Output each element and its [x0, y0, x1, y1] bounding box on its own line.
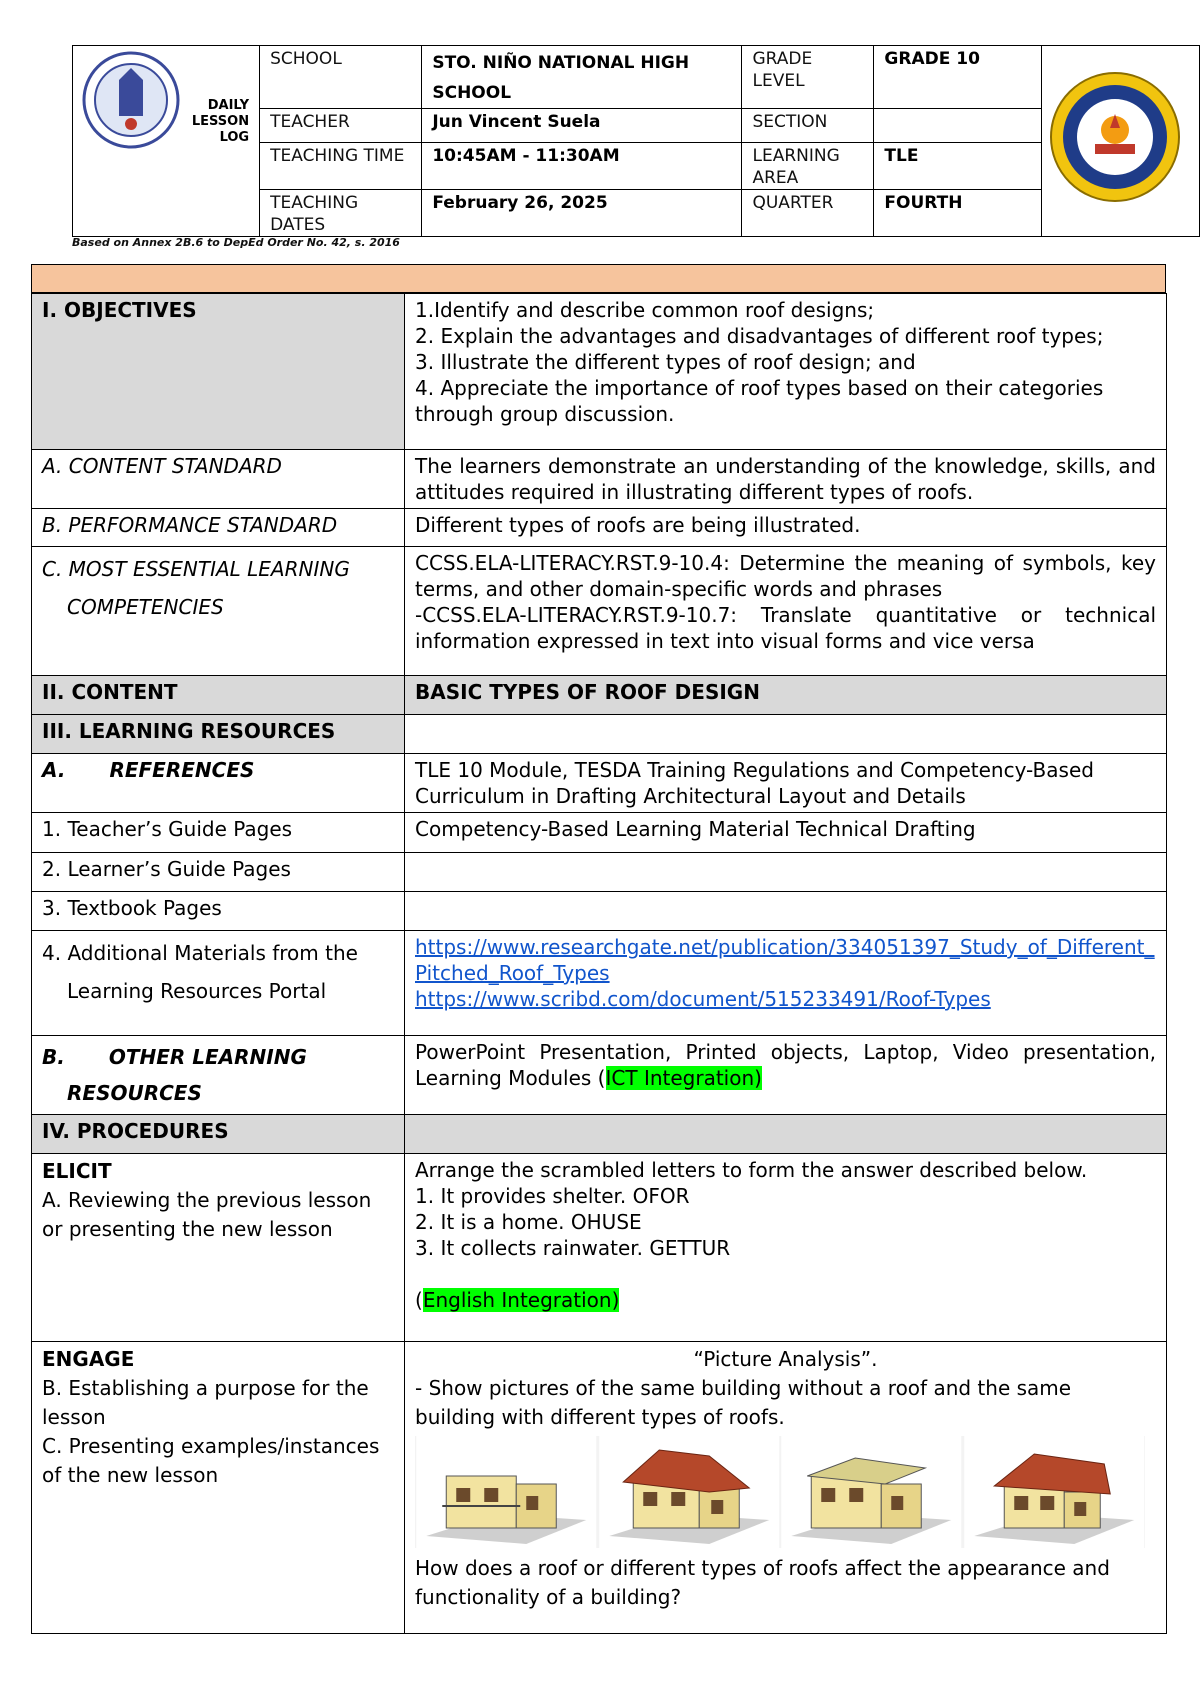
- content-standard-text: The learners demonstrate an understanding of the knowledge, skills, and attitudes required in illustrating different types of roofs.: [405, 450, 1167, 509]
- house-no-roof-image: [415, 1436, 598, 1548]
- ict-integration-highlight: ICT Integration): [605, 1066, 762, 1090]
- engage-desc-c: C. Presenting examples/instances of the new lesson: [42, 1434, 380, 1487]
- teaching-dates-value: February 26, 2025: [422, 190, 742, 237]
- melc-label-line-1: C. MOST ESSENTIAL LEARNING: [42, 557, 350, 581]
- learning-resources-row: [32, 715, 1167, 754]
- objective-item: 1.Identify and describe common roof designs;: [415, 298, 875, 322]
- elicit-item: 2. It is a home. OHUSE: [415, 1210, 642, 1234]
- teachers-guide-label: 1. Teacher’s Guide Pages: [32, 813, 405, 853]
- content-standard-label: A. CONTENT STANDARD: [32, 450, 405, 509]
- elicit-label: [32, 1154, 405, 1342]
- other-resources-row: [32, 1036, 1167, 1115]
- dll-line-1: DAILY: [207, 98, 250, 113]
- other-resources-label: [32, 1036, 405, 1115]
- engage-title: ENGAGE: [42, 1347, 135, 1371]
- english-integration-highlight: English Integration): [422, 1288, 620, 1312]
- teaching-dates-label: TEACHING DATES: [260, 190, 422, 237]
- header-table: [72, 45, 1200, 237]
- textbook-label: 3. Textbook Pages: [32, 892, 405, 931]
- elicit-desc: A. Reviewing the previous lesson or presenting the new lesson: [42, 1188, 372, 1241]
- other-resources-body: PowerPoint Presentation, Printed objects, Laptop, Video presentation, Learning Modules (: [415, 1040, 1156, 1090]
- annex-note: Based on Annex 2B.6 to DepEd Order No. 42, s. 2016: [72, 236, 400, 249]
- elicit-gap: [415, 1261, 1156, 1287]
- references-label: [32, 754, 405, 813]
- additional-materials-label: [32, 931, 405, 1036]
- deped-seal-icon: [81, 50, 181, 150]
- learning-resources-empty: [405, 715, 1167, 754]
- other-resources-title-1: OTHER LEARNING: [108, 1045, 307, 1069]
- learners-guide-row: [32, 853, 1167, 892]
- objectives-content: [405, 294, 1167, 450]
- melc-text-2: -CCSS.ELA-LITERACY.RST.9-10.7: Translate quantitative or technical information expressed in text into visual forms and vice versa: [415, 603, 1156, 653]
- additional-label-line-1: 4. Additional Materials from the: [42, 941, 358, 965]
- grade-level-label: GRADE LEVEL: [742, 46, 874, 109]
- other-resources-label-line-1: [42, 1039, 394, 1075]
- engage-row: [32, 1342, 1167, 1634]
- references-letter: A.: [42, 758, 66, 782]
- objectives-row: [32, 294, 1167, 450]
- melc-text-1: CCSS.ELA-LITERACY.RST.9-10.4: Determine the meaning of symbols, key terms, and other domain-specific words and phrases: [415, 551, 1156, 601]
- learners-guide-label: 2. Learner’s Guide Pages: [32, 853, 405, 892]
- english-paren: (: [415, 1288, 423, 1312]
- textbook-row: [32, 892, 1167, 931]
- textbook-text: [405, 892, 1167, 931]
- researchgate-link[interactable]: https://www.researchgate.net/publication/334051397_Study_of_Different_Pitched_Roof_Types: [415, 935, 1155, 985]
- performance-standard-label: B. PERFORMANCE STANDARD: [32, 509, 405, 547]
- melc-row: [32, 547, 1167, 676]
- dll-line-2: LESSON: [191, 114, 250, 129]
- learning-resources-label: III. LEARNING RESOURCES: [32, 715, 405, 754]
- content-row: [32, 676, 1167, 715]
- elicit-intro: Arrange the scrambled letters to form the answer described below.: [415, 1158, 1088, 1182]
- procedures-empty: [405, 1115, 1167, 1154]
- school-label: SCHOOL: [260, 46, 422, 109]
- teacher-label: TEACHER: [260, 109, 422, 143]
- elicit-title: ELICIT: [42, 1159, 112, 1183]
- performance-standard-text: Different types of roofs are being illustrated.: [405, 509, 1167, 547]
- melc-label: [32, 547, 405, 676]
- references-title: REFERENCES: [109, 758, 255, 782]
- learning-area-value: TLE: [874, 143, 1042, 190]
- scribd-link[interactable]: https://www.scribd.com/document/515233491/Roof-Types: [415, 987, 991, 1011]
- lesson-plan-table: [31, 293, 1167, 1634]
- dll-line-3: LOG: [219, 130, 250, 145]
- house-pictures: [415, 1436, 1145, 1548]
- picture-analysis-title: “Picture Analysis”.: [693, 1347, 878, 1371]
- references-text: TLE 10 Module, TESDA Training Regulations and Competency-Based Curriculum in Drafting Architectural Layout and Details: [405, 754, 1167, 813]
- school-logo-cell: [1042, 46, 1200, 237]
- school-seal-icon: [1048, 70, 1182, 204]
- additional-materials-row: [32, 931, 1167, 1036]
- english-integration-line: [415, 1287, 1156, 1313]
- quarter-label: QUARTER: [742, 190, 874, 237]
- grade-level-value: GRADE 10: [874, 46, 1042, 109]
- house-flat-roof-image: [780, 1436, 963, 1548]
- objective-item: 3. Illustrate the different types of roof design; and: [415, 350, 916, 374]
- elicit-row: [32, 1154, 1167, 1342]
- objectives-label: I. OBJECTIVES: [32, 294, 405, 450]
- engage-label: [32, 1342, 405, 1634]
- teaching-time-label: TEACHING TIME: [260, 143, 422, 190]
- section-label: SECTION: [742, 109, 874, 143]
- section-value: [874, 109, 1042, 143]
- melc-content: [405, 547, 1167, 676]
- additional-materials-links: [405, 931, 1167, 1036]
- house-gable-roof-image: [963, 1436, 1146, 1548]
- objective-item: 2. Explain the advantages and disadvantages of different roof types;: [415, 324, 1104, 348]
- learners-guide-text: [405, 853, 1167, 892]
- engage-question: How does a roof or different types of roofs affect the appearance and functionality of a building?: [415, 1556, 1110, 1609]
- content-standard-row: [32, 450, 1167, 509]
- daily-lesson-log-label: [192, 98, 249, 146]
- engage-desc-b: B. Establishing a purpose for the lesson: [42, 1376, 369, 1429]
- other-resources-label-line-2: RESOURCES: [67, 1081, 202, 1105]
- deped-logo-cell: [73, 46, 260, 237]
- engage-instruction: - Show pictures of the same building without a roof and the same building with different types of roofs.: [415, 1376, 1072, 1429]
- elicit-content: [405, 1154, 1167, 1342]
- content-label: II. CONTENT: [32, 676, 405, 715]
- objective-item: 4. Appreciate the importance of roof types based on their categories through group discussion.: [415, 376, 1104, 426]
- teachers-guide-text: Competency-Based Learning Material Technical Drafting: [405, 813, 1167, 853]
- elicit-item: 3. It collects rainwater. GETTUR: [415, 1236, 731, 1260]
- teaching-time-value: 10:45AM - 11:30AM: [422, 143, 742, 190]
- procedures-row: [32, 1115, 1167, 1154]
- melc-label-line-2: COMPETENCIES: [67, 595, 224, 619]
- orange-header-band: [31, 264, 1166, 293]
- house-hip-roof-image: [598, 1436, 781, 1548]
- other-resources-letter: B.: [42, 1045, 65, 1069]
- teacher-value: Jun Vincent Suela: [422, 109, 742, 143]
- additional-label-line-2: Learning Resources Portal: [67, 979, 327, 1003]
- references-row: [32, 754, 1167, 813]
- engage-content: [405, 1342, 1167, 1634]
- quarter-value: FOURTH: [874, 190, 1042, 237]
- other-resources-text: [405, 1036, 1167, 1115]
- performance-standard-row: [32, 509, 1167, 547]
- teachers-guide-row: [32, 813, 1167, 853]
- procedures-label: IV. PROCEDURES: [32, 1115, 405, 1154]
- school-value: STO. NIÑO NATIONAL HIGH SCHOOL: [422, 46, 742, 109]
- learning-area-label: LEARNING AREA: [742, 143, 874, 190]
- elicit-item: 1. It provides shelter. OFOR: [415, 1184, 690, 1208]
- content-text: BASIC TYPES OF ROOF DESIGN: [405, 676, 1167, 715]
